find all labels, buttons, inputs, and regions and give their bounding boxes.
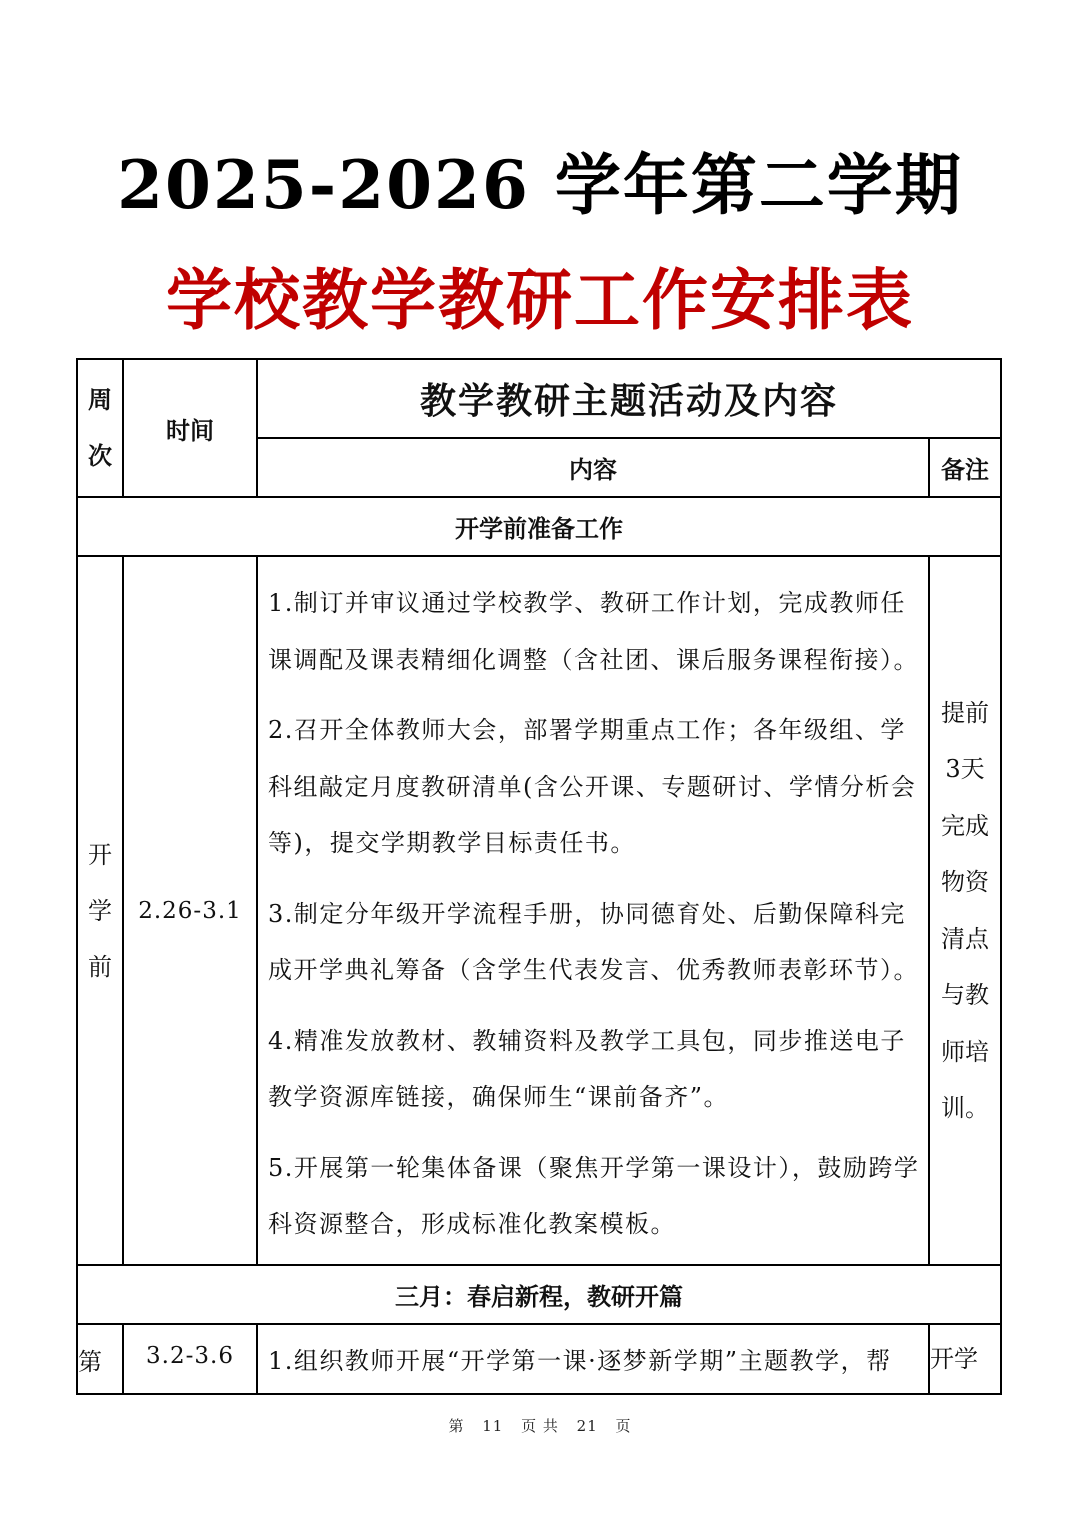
content-item: 2.召开全体教师大会，部署学期重点工作；各年级组、学科组敲定月度教研清单(含公开课、专题研讨、学情分析会等)，提交学期教学目标责任书。: [268, 716, 917, 857]
week-char: 开: [88, 840, 112, 869]
content-item: 5.开展第一轮集体备课（聚焦开学第一课设计），鼓励跨学科资源整合，形成标准化教案模板。: [268, 1153, 920, 1238]
current-page: 11: [482, 1417, 504, 1435]
week-cell-prep: [78, 557, 124, 1266]
note-cell-march: [930, 1325, 1002, 1395]
page-label-mid: 页 共: [521, 1417, 559, 1435]
note-line: 物资: [941, 868, 989, 896]
week-char: 第: [78, 1348, 102, 1376]
week-char: 前: [88, 952, 112, 981]
page-label-suffix: 页: [615, 1417, 632, 1435]
note-line: 与教: [941, 981, 989, 1009]
content-item: 1.组织教师开展“开学第一课·逐梦新学期”主题教学，帮: [268, 1347, 892, 1375]
schedule-table: [76, 358, 1002, 1395]
note-line: 提前: [941, 698, 989, 727]
time-header: 时间: [124, 360, 258, 498]
content-cell-march: [258, 1325, 930, 1395]
note-cell-prep: [930, 557, 1002, 1266]
note-line: 清点: [941, 924, 989, 953]
week-header: [78, 360, 124, 498]
week-header-char-2: 次: [88, 442, 112, 470]
page-footer: [0, 1415, 1080, 1436]
total-pages: 21: [576, 1417, 598, 1435]
title-line-2: 学校教学教研工作安排表: [166, 261, 914, 339]
section-title-prep: 开学前准备工作: [78, 498, 1002, 557]
week-char: 学: [88, 896, 112, 925]
week-header-char-1: 周: [88, 386, 112, 414]
week-cell-march: [78, 1325, 124, 1395]
note-line: 训。: [941, 1094, 989, 1122]
content-cell-prep: [258, 557, 930, 1266]
content-item: 1.制订并审议通过学校教学、教研工作计划，完成教师任课调配及课表精细化调整（含社团、课后服务课程衔接）。: [268, 589, 919, 674]
page-label-prefix: 第: [448, 1417, 465, 1435]
note-header: 备注: [930, 439, 1002, 498]
time-cell-march: 3.2-3.6: [124, 1325, 258, 1395]
section-title-march: 三月：春启新程，教研开篇: [78, 1266, 1002, 1325]
note-line: 师培: [941, 1037, 989, 1066]
content-header: 内容: [258, 439, 930, 498]
content-item: 4.精准发放教材、教辅资料及教学工具包，同步推送电子教学资源库链接，确保师生“课前备齐”。: [268, 1026, 906, 1111]
content-item: 3.制定分年级开学流程手册，协同德育处、后勤保障科完成开学典礼筹备（含学生代表发言、优秀教师表彰环节）。: [268, 899, 919, 984]
title-line-1: 2025-2026 学年第二学期: [117, 146, 963, 224]
note-line: 完成: [941, 811, 989, 840]
note-line: 3天: [945, 755, 985, 783]
time-cell-prep: 2.26-3.1: [124, 557, 258, 1266]
note-line: 开学: [930, 1345, 978, 1373]
theme-header: 教学教研主题活动及内容: [258, 360, 1002, 439]
